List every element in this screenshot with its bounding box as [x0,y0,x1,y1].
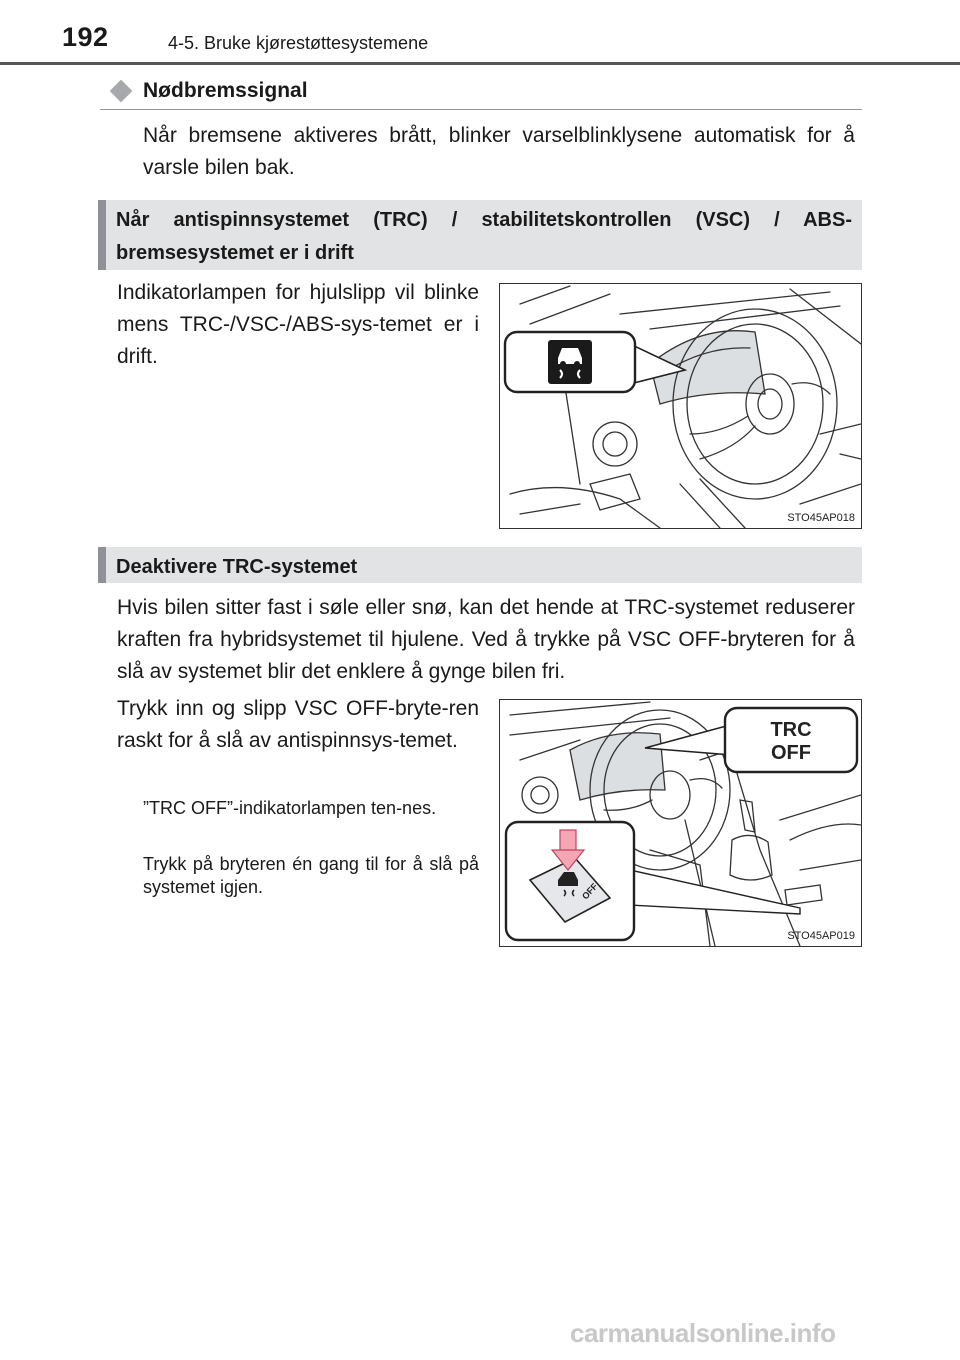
figure-code-2: STO45AP019 [787,930,855,942]
header-divider [0,62,960,65]
emergency-brake-heading: Nødbremssignal [143,79,308,102]
page-number: 192 [62,22,109,52]
section-band-disable [98,547,862,583]
slip-indicator-icon [548,340,592,384]
subheading-divider [100,109,862,110]
watermark-text: carmanualsonline.info [570,1318,836,1348]
note-turn-on-again: Trykk på bryteren én gang til for å slå på systemet igjen. [143,854,479,897]
section-title-disable: Deaktivere TRC-systemet [116,556,358,578]
dashboard-illustration [500,284,861,528]
section-title-active: Når antispinnsystemet (TRC) / stabilitetskontrollen (VSC) / ABS-bremsesystemet er i drift [116,209,852,264]
figure-code-1: STO45AP018 [787,512,855,524]
trc-callout-line1: TRC [770,719,812,741]
note-indicator-on: ”TRC OFF”-indikatorlampen ten-nes. [143,798,437,818]
switch-off-label: OFF [580,881,600,902]
vsc-off-switch-figure [499,699,862,947]
diamond-bullet-icon [110,80,133,103]
disable-trc-text: Hvis bilen sitter fast i søle eller snø, kan det hende at TRC-systemet reduserer kraften fra hybridsystemet til hjulene. Ved å trykke på VSC OFF-bryteren for å slå av systemet blir det enklere å gynge bilen fri. [117,596,855,683]
chapter-title: 4-5. Bruke kjørestøttesystemene [168,33,429,53]
dashboard-figure [499,283,862,529]
emergency-brake-text: Når bremsene aktiveres brått, blinker varselblinklysene automatisk for å varsle bilen bak. [143,124,855,179]
instruction-text: Trykk inn og slipp VSC OFF-bryte-ren raskt for å slå av antispinnsys-temet. [117,697,479,752]
indicator-text: Indikatorlampen for hjulslipp vil blinke mens TRC-/VSC-/ABS-sys-temet er i drift. [117,281,479,368]
console-illustration [500,700,861,946]
section-band-active [98,200,862,270]
trc-callout-line2: OFF [771,742,811,764]
